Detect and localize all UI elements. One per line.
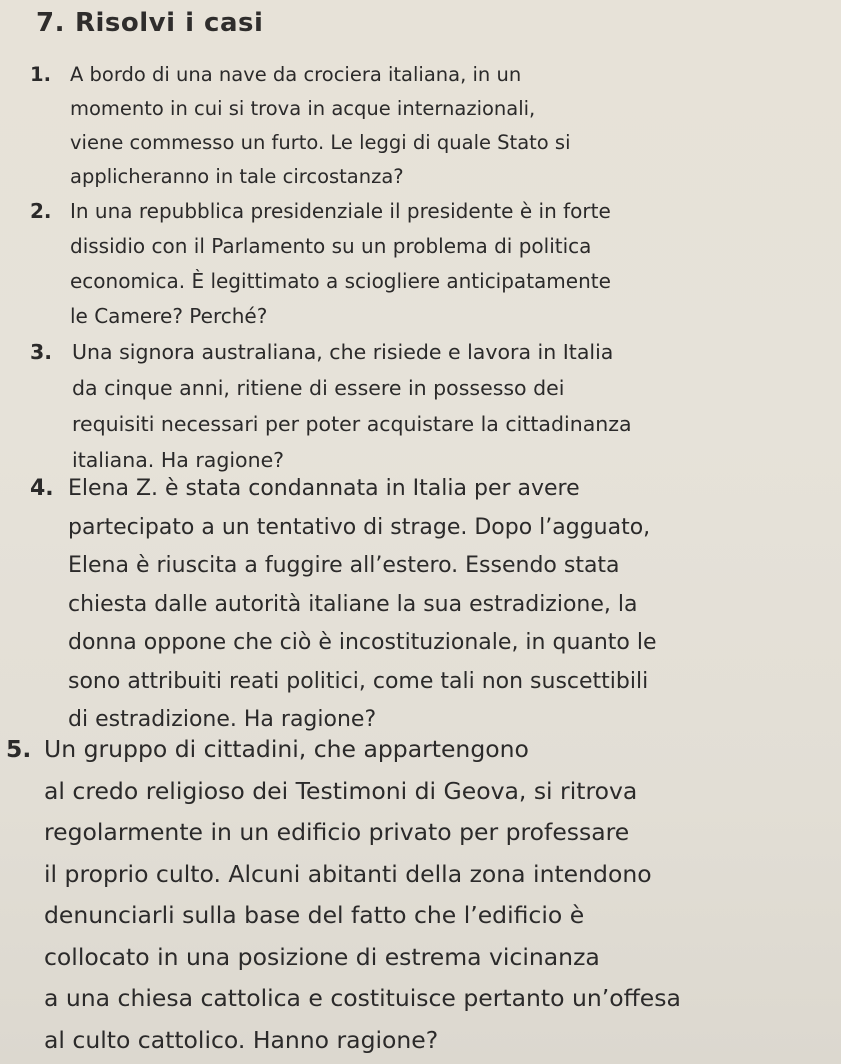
case-text-line: Un gruppo di cittadini, che appartengono (44, 735, 529, 763)
case-text-line: italiana. Ha ragione? (72, 448, 285, 472)
case-number: 4. (30, 476, 54, 501)
case-text-line: dissidio con il Parlamento su un problema di politica (70, 234, 592, 258)
case-text-line: a una chiesa cattolica e costituisce pertanto un’offesa (44, 984, 681, 1012)
case-item-3 (30, 334, 632, 478)
case-text-line: da cinque anni, ritiene di essere in possesso dei (72, 376, 565, 400)
case-text (72, 334, 632, 478)
case-text-line: sono attribuiti reati politici, come tali non suscettibili (68, 668, 649, 694)
case-text-line: di estradizione. Ha ragione? (68, 707, 377, 732)
case-text (70, 58, 571, 194)
case-text-line: collocato in una posizione di estrema vicinanza (44, 942, 600, 971)
exercise-heading (36, 8, 263, 38)
case-text-line: donna oppone che ciò è incostituzionale, in quanto le (68, 630, 657, 655)
case-item-4 (30, 470, 657, 740)
case-text-line: denunciarli sulla base del fatto che l’edificio è (44, 901, 585, 929)
case-item-1 (30, 58, 571, 194)
case-item-2 (30, 194, 611, 334)
exercise-title: Risolvi i casi (74, 8, 264, 38)
case-text-line: viene commesso un furto. Le leggi di quale Stato si (70, 131, 571, 154)
case-text-line: A bordo di una nave da crociera italiana, in un (70, 63, 522, 86)
exercise-number: 7. (36, 8, 65, 38)
case-text-line: il proprio culto. Alcuni abitanti della zona intendono (44, 859, 652, 888)
case-text-line: In una repubblica presidenziale il presidente è in forte (70, 199, 611, 223)
case-text (70, 194, 611, 334)
case-text-line: economica. È legittimato a sciogliere anticipatamente (70, 269, 611, 293)
case-number: 2. (30, 199, 52, 223)
case-text-line: partecipato a un tentativo di strage. Dopo l’agguato, (68, 514, 651, 540)
case-text-line: momento in cui si trova in acque internazionali, (70, 97, 536, 120)
case-number: 5. (6, 735, 32, 763)
case-number: 3. (30, 340, 53, 364)
case-text-line: regolarmente in un edificio privato per professare (44, 818, 630, 846)
case-text-line: applicheranno in tale circostanza? (70, 165, 404, 188)
case-text-line: le Camere? Perché? (70, 304, 268, 328)
case-text-line: requisiti necessari per poter acquistare la cittadinanza (72, 412, 632, 436)
case-text-line: Una signora australiana, che risiede e lavora in Italia (72, 340, 614, 364)
case-text-line: al credo religioso dei Testimoni di Geova, si ritrova (44, 776, 638, 805)
case-text-line: al culto cattolico. Hanno ragione? (44, 1025, 439, 1054)
case-text-line: chiesta dalle autorità italiane la sua estradizione, la (68, 591, 638, 617)
case-text (44, 729, 681, 1061)
case-text-line: Elena Z. è stata condannata in Italia per avere (68, 476, 580, 501)
case-text (68, 470, 657, 740)
case-text-line: Elena è riuscita a fuggire all’estero. Essendo stata (68, 553, 620, 578)
case-item-5 (6, 729, 681, 1061)
case-number: 1. (30, 63, 51, 86)
